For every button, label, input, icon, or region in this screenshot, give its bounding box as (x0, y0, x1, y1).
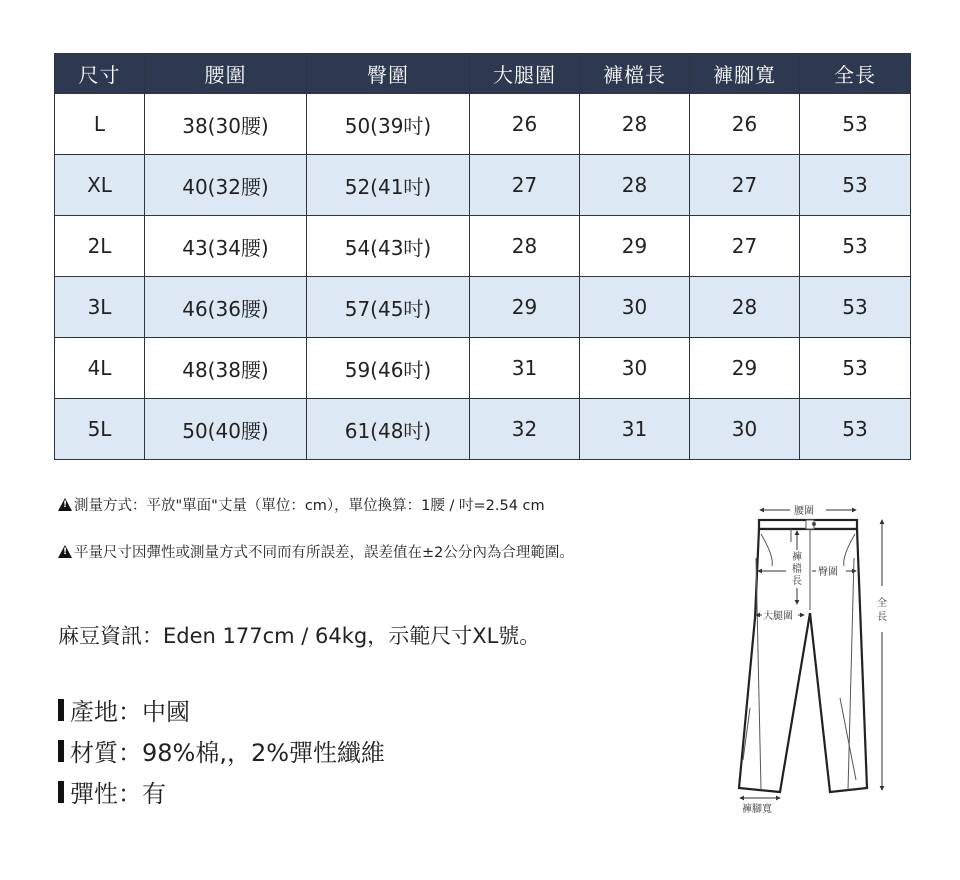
cell-size: 5L (55, 399, 145, 460)
table-row (55, 277, 911, 338)
diagram-label-rise-1: 褲 (792, 552, 802, 563)
cell-rise: 28 (580, 155, 690, 216)
spec-elasticity-text: 彈性：有 (70, 780, 166, 808)
size-table (54, 53, 911, 460)
cell-size: 3L (55, 277, 145, 338)
cell-rise: 31 (580, 399, 690, 460)
cell-rise: 30 (580, 277, 690, 338)
cell-length: 53 (800, 399, 911, 460)
spec-origin-text: 產地：中國 (70, 698, 190, 726)
bullet-bar-icon (58, 740, 64, 762)
diagram-label-rise-2: 檔 (792, 564, 802, 575)
cell-waist: 43(34腰) (145, 216, 307, 277)
table-row (55, 399, 911, 460)
warning-icon (58, 498, 72, 511)
table-row (55, 338, 911, 399)
diagram-label-hem: 褲腳寬 (742, 804, 772, 815)
model-info: 麻豆資訊：Eden 177cm / 64kg，示範尺寸XL號。 (58, 624, 541, 648)
cell-length: 53 (800, 338, 911, 399)
cell-size: 2L (55, 216, 145, 277)
header-hem: 褲腳寬 (690, 54, 800, 94)
table-header-row (55, 54, 911, 94)
bullet-bar-icon (58, 699, 64, 721)
cell-thigh: 26 (470, 94, 580, 155)
header-thigh: 大腿圍 (470, 54, 580, 94)
header-waist: 腰圍 (145, 54, 307, 94)
cell-hip: 52(41吋) (307, 155, 470, 216)
cell-hem: 27 (690, 216, 800, 277)
header-size: 尺寸 (55, 54, 145, 94)
cell-hip: 59(46吋) (307, 338, 470, 399)
cell-hip: 57(45吋) (307, 277, 470, 338)
diagram-label-waist: 腰圍 (794, 506, 814, 517)
cell-hem: 26 (690, 94, 800, 155)
cell-size: 4L (55, 338, 145, 399)
cell-waist: 40(32腰) (145, 155, 307, 216)
diagram-label-hip: 臀圍 (818, 567, 838, 578)
cell-waist: 38(30腰) (145, 94, 307, 155)
cell-length: 53 (800, 94, 911, 155)
cell-thigh: 31 (470, 338, 580, 399)
measure-note-text: 測量方式：平放"單面"丈量（單位：cm），單位換算：1腰 / 吋=2.54 cm (74, 498, 545, 514)
cell-rise: 28 (580, 94, 690, 155)
cell-waist: 46(36腰) (145, 277, 307, 338)
diagram-label-length-2: 長 (877, 612, 887, 623)
bullet-bar-icon (58, 781, 64, 803)
header-rise: 褲檔長 (580, 54, 690, 94)
table-row (55, 216, 911, 277)
cell-hem: 29 (690, 338, 800, 399)
table-row (55, 94, 911, 155)
cell-length: 53 (800, 216, 911, 277)
cell-thigh: 29 (470, 277, 580, 338)
header-length: 全長 (800, 54, 911, 94)
spec-material-text: 材質：98%棉,，2%彈性纖維 (70, 739, 386, 767)
cell-length: 53 (800, 277, 911, 338)
cell-size: XL (55, 155, 145, 216)
cell-length: 53 (800, 155, 911, 216)
cell-rise: 29 (580, 216, 690, 277)
pants-diagram-svg (728, 498, 904, 823)
cell-size: L (55, 94, 145, 155)
cell-waist: 50(40腰) (145, 399, 307, 460)
cell-waist: 48(38腰) (145, 338, 307, 399)
cell-hip: 50(39吋) (307, 94, 470, 155)
cell-hip: 54(43吋) (307, 216, 470, 277)
cell-thigh: 32 (470, 399, 580, 460)
tolerance-note (58, 541, 574, 562)
measure-note (58, 494, 545, 515)
cell-hem: 27 (690, 155, 800, 216)
spec-origin (58, 692, 190, 727)
cell-thigh: 27 (470, 155, 580, 216)
diagram-label-length-1: 全 (877, 598, 887, 609)
diagram-label-thigh: 大腿圍 (763, 611, 793, 622)
table-row (55, 155, 911, 216)
cell-rise: 30 (580, 338, 690, 399)
tolerance-note-text: 平量尺寸因彈性或測量方式不同而有所誤差，誤差值在±2公分內為合理範圍。 (74, 545, 574, 561)
pants-measurement-diagram (728, 498, 904, 823)
diagram-label-rise-3: 長 (792, 576, 802, 587)
header-hip: 臀圍 (307, 54, 470, 94)
spec-material (58, 733, 385, 768)
cell-thigh: 28 (470, 216, 580, 277)
cell-hem: 28 (690, 277, 800, 338)
spec-elasticity (58, 774, 166, 809)
cell-hem: 30 (690, 399, 800, 460)
warning-icon (58, 545, 72, 558)
cell-hip: 61(48吋) (307, 399, 470, 460)
